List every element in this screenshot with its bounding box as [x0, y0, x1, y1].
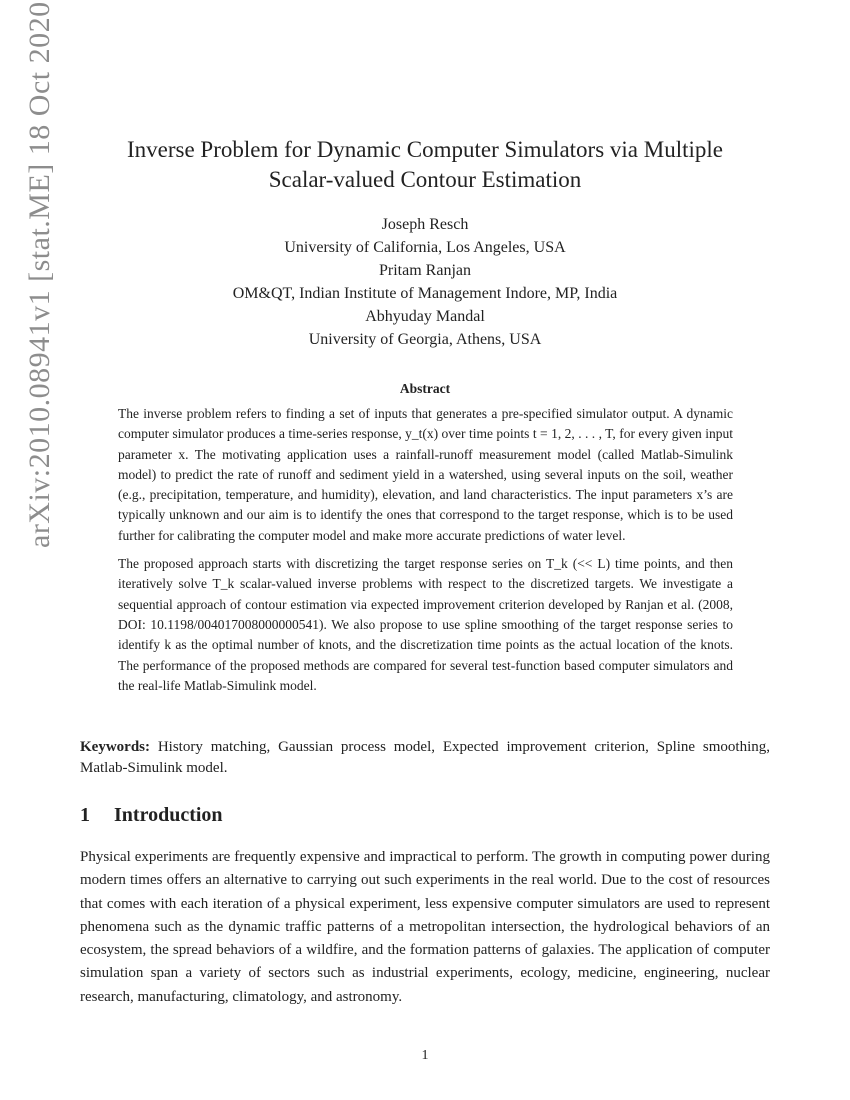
page-number: 1 [421, 1048, 429, 1063]
intro-paragraph: Physical experiments are frequently expensive and impractical to perform. The growth in computing power during modern times offers an alternative to carrying out such experiments in the real world. Due to the cost of resources that comes with each iteration of a physical experiment, less expensive computer simulators are used to represent phenomena such as the dynamic traffic patterns of a metropolitan intersection, the hydrological behaviors of an ecosystem, the spread behaviors of a wildfire, and the formation patterns of galaxies. The application of computer simulation span a variety of sectors such as industrial experiments, ecology, medicine, engineering, nuclear research, manufacturing, climatology, and astronomy. [80, 849, 770, 1005]
author-block [150, 213, 700, 351]
keywords-text: History matching, Gaussian process model, Expected improvement criterion, Spline smoothing, Matlab-Simulink model. [80, 739, 770, 776]
section-title: Introduction [114, 804, 223, 826]
section-heading [80, 804, 770, 827]
author-affiliation: OM&QT, Indian Institute of Management Indore, MP, India [232, 285, 618, 302]
author-name: Joseph Resch [381, 216, 469, 233]
abstract-paragraph-1: The inverse problem refers to finding a set of inputs that generates a pre-specified simulator output. A dynamic computer simulator produces a time-series response, y_t(x) over time points t = 1, 2, . . . , T, for every given input parameter x. The motivating application uses a rainfall-runoff measurement model (called Matlab-Simulink model) to predict the rate of runoff and sediment yield in a watershed, using several inputs on the soil, weather (e.g., precipitation, temperature, and humidity), elevation, and land characteristics. The input parameters x’s are typically unknown and our aim is to identify the ones that correspond to the target response, which is to be used further for calibrating the computer model and make more accurate predictions of water level. [118, 406, 733, 543]
author-affiliation: University of California, Los Angeles, USA [284, 239, 566, 256]
paper-title: Inverse Problem for Dynamic Computer Simulators via Multiple Scalar-valued Contour Estimation [127, 137, 723, 192]
arxiv-side-stamp: arXiv:2010.08941v1 [stat.ME] 18 Oct 2020 [23, 1, 56, 548]
keywords-label: Keywords: [80, 739, 150, 755]
intro-body [80, 846, 770, 1009]
author-name: Pritam Ranjan [379, 262, 471, 279]
abstract-paragraph-2: The proposed approach starts with discretizing the target response series on T_k (<< L) time points, and then iteratively solve T_k scalar-valued inverse problems with respect to the discretized targets. We investigate a sequential approach of contour estimation via expected improvement criterion developed by Ranjan et al. (2008, DOI: 10.1198/004017008000000541). We also propose to use spline smoothing of the target response series to identify k as the optimal number of knots, and the discretization time points as the actual location of the knots. The performance of the proposed methods are compared for several test-function based computer simulators and the real-life Matlab-Simulink model. [118, 556, 733, 693]
section-number: 1 [80, 804, 90, 826]
abstract-heading: Abstract [399, 381, 451, 396]
author-name: Abhyuday Mandal [365, 308, 485, 325]
keywords-block [80, 737, 770, 779]
abstract-body [118, 404, 733, 704]
author-affiliation: University of Georgia, Athens, USA [308, 331, 542, 348]
